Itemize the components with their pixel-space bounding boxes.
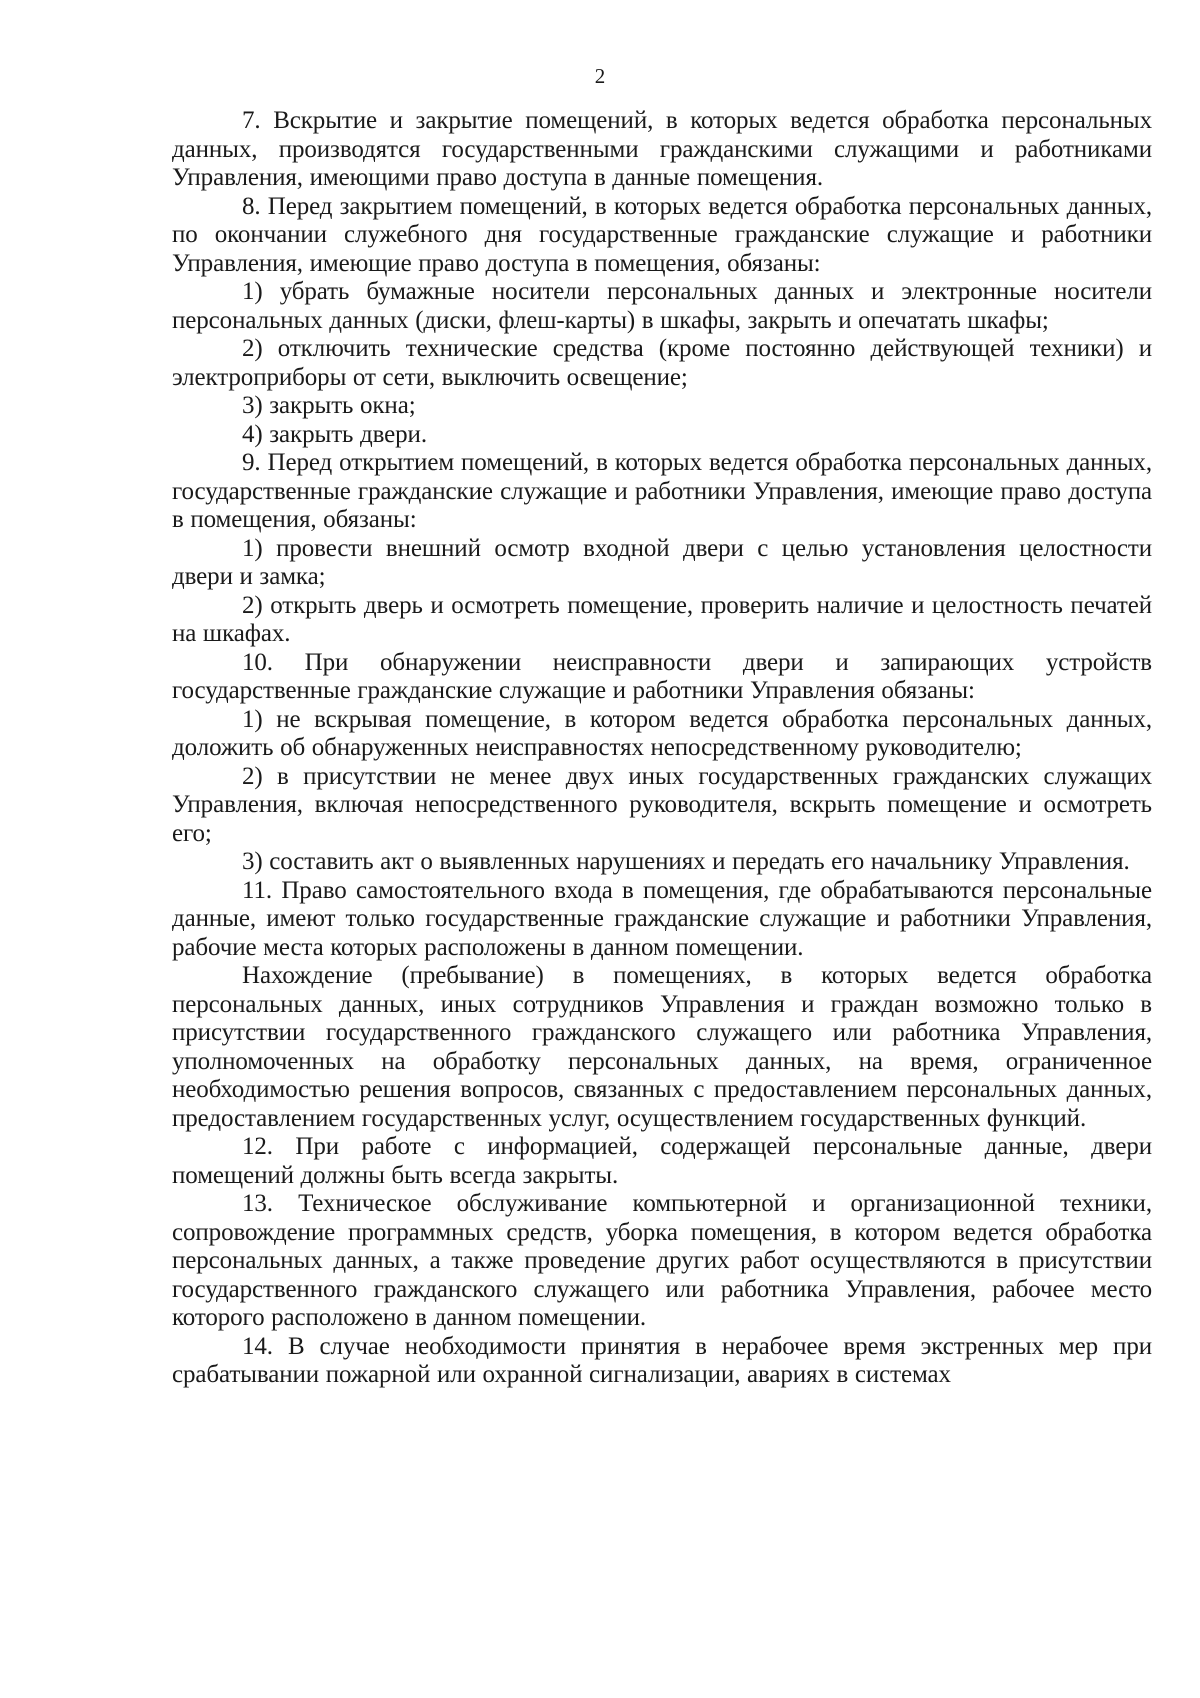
paragraph-9-item-1: 1) провести внешний осмотр входной двери с целью установления целостности двери и замка; — [172, 534, 1152, 590]
paragraph-10: 10. При обнаружении неисправности двери и запирающих устройств государственные гражданские служащие и работники Управления обязаны: — [172, 648, 1152, 704]
paragraph-8-item-3: 3) закрыть окна; — [242, 392, 416, 419]
paragraph-9-item-2: 2) открыть дверь и осмотреть помещение, проверить наличие и целостность печатей на шкафах. — [172, 591, 1152, 647]
page-number: 2 — [594, 64, 606, 88]
paragraph-10-item-1: 1) не вскрывая помещение, в котором ведется обработка персональных данных, доложить об обнаруженных неисправностях непосредственному руководителю; — [172, 705, 1152, 761]
paragraph-10-item-3: 3) составить акт о выявленных нарушениях и передать его начальнику Управления. — [242, 848, 1130, 875]
paragraph-10-item-2: 2) в присутствии не менее двух иных государственных гражданских служащих Управления, включая непосредственного руководителя, вскрыть помещение и осмотреть его; — [172, 762, 1152, 847]
document-body — [172, 107, 1152, 1390]
paragraph-8-item-1: 1) убрать бумажные носители персональных данных и электронные носители персональных данных (диски, флеш-карты) в шкафы, закрыть и опечатать шкафы; — [172, 278, 1152, 334]
paragraph-9: 9. Перед открытием помещений, в которых ведется обработка персональных данных, государственные гражданские служащие и работники Управления, имеющие право доступа в помещения, обязаны: — [172, 449, 1152, 533]
paragraph-7: 7. Вскрытие и закрытие помещений, в которых ведется обработка персональных данных, производятся государственными гражданскими служащими и работниками Управления, имеющими право доступа в данные помещения. — [172, 107, 1152, 191]
paragraph-11-continued: Нахождение (пребывание) в помещениях, в которых ведется обработка персональных данных, иных сотрудников Управления и граждан возможно только в присутствии государственного гражданского служащего или работника Управления, уполномоченных на обработку персональных данных, на время, ограниченное необходимостью решения вопросов, связанных с предоставлением персональных данных, предоставлением государственных услуг, осуществлением государственных функций. — [172, 962, 1152, 1132]
paragraph-8: 8. Перед закрытием помещений, в которых ведется обработка персональных данных, по окончании служебного дня государственные гражданские служащие и работники Управления, имеющие право доступа в помещения, обязаны: — [172, 192, 1152, 277]
paragraph-12: 12. При работе с информацией, содержащей персональные данные, двери помещений должны быть всегда закрыты. — [172, 1133, 1152, 1189]
paragraph-14: 14. В случае необходимости принятия в нерабочее время экстренных мер при срабатывании пожарной или охранной сигнализации, авариях в системах — [172, 1332, 1152, 1388]
paragraph-8-item-2: 2) отключить технические средства (кроме постоянно действующей техники) и электроприборы от сети, выключить освещение; — [172, 335, 1152, 391]
paragraph-13: 13. Техническое обслуживание компьютерной и организационной техники, сопровождение программных средств, уборка помещения, в котором ведется обработка персональных данных, а также проведение других работ осуществляются в присутствии государственного гражданского служащего или работника Управления, рабочее место которого расположено в данном помещении. — [172, 1190, 1152, 1331]
paragraph-8-item-4: 4) закрыть двери. — [242, 420, 427, 448]
paragraph-11: 11. Право самостоятельного входа в помещения, где обрабатываются персональные данные, имеют только государственные гражданские служащие и работники Управления, рабочие места которых расположены в данном помещении. — [172, 876, 1152, 961]
